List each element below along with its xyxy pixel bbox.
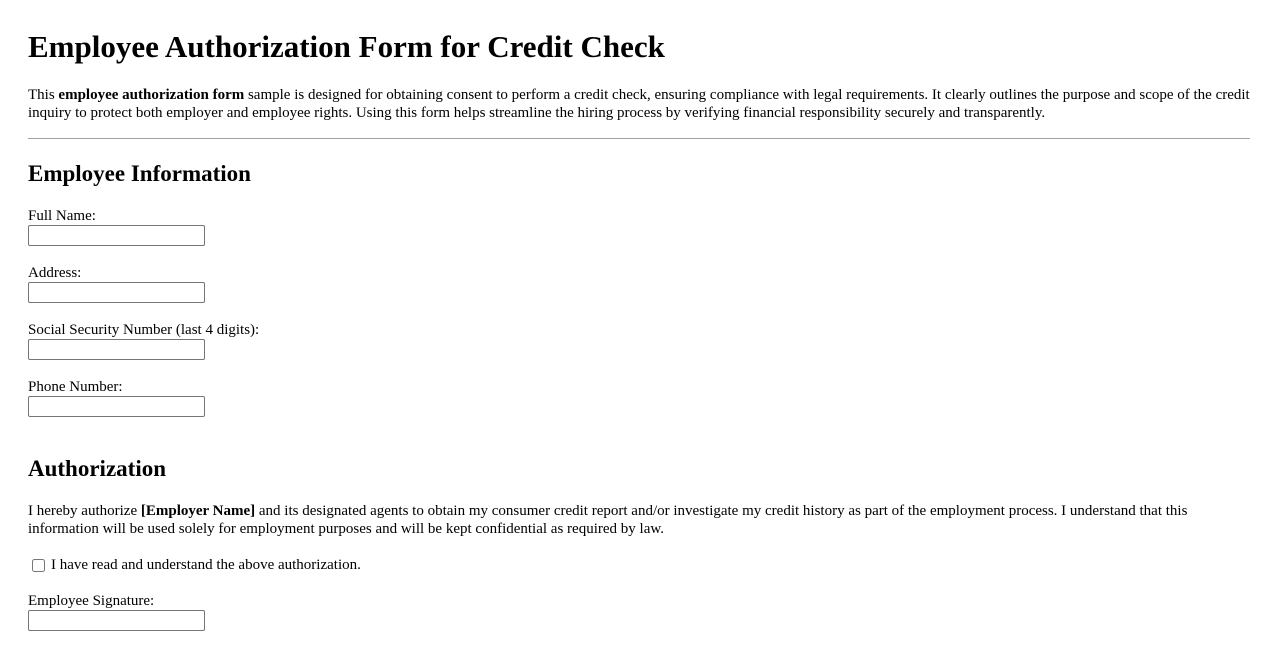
ssn-label: Social Security Number (last 4 digits): — [28, 322, 260, 338]
phone-input[interactable] — [28, 396, 205, 417]
intro-paragraph — [28, 86, 1252, 122]
intro-suffix: sample is designed for obtaining consent to perform a credit check, ensuring compliance with legal requirements. It clearly outlines the purpose and scope of the credit inquiry to protect both employer and employee rights. Using this form helps streamline the hiring process by verifying financial responsibility securely and transparently. — [28, 87, 1250, 121]
employee-info-heading: Employee Information — [28, 161, 251, 186]
signature-input[interactable] — [28, 610, 205, 631]
full-name-input[interactable] — [28, 225, 205, 246]
authorization-heading: Authorization — [28, 456, 166, 481]
ssn-input[interactable] — [28, 339, 205, 360]
phone-label: Phone Number: — [28, 379, 123, 395]
intro-prefix: This — [28, 87, 59, 103]
employer-name-placeholder: [Employer Name] — [140, 503, 256, 519]
address-label: Address: — [28, 265, 82, 281]
acknowledgement-row — [28, 556, 361, 574]
section-divider — [28, 138, 1250, 139]
authorization-paragraph — [28, 502, 1248, 538]
full-name-label: Full Name: — [28, 208, 96, 224]
acknowledgement-checkbox[interactable] — [32, 559, 45, 572]
intro-bold-phrase: employee authorization form — [58, 87, 245, 103]
acknowledgement-label[interactable]: I have read and understand the above authorization. — [51, 557, 361, 573]
signature-label: Employee Signature: — [28, 593, 155, 609]
page-title: Employee Authorization Form for Credit Check — [28, 29, 665, 64]
authorization-prefix: I hereby authorize — [28, 503, 141, 519]
authorization-suffix: and its designated agents to obtain my consumer credit report and/or investigate my credit history as part of the employment process. I understand that this information will be used solely for employment purposes and will be kept confidential as required by law. — [28, 503, 1188, 537]
address-input[interactable] — [28, 282, 205, 303]
